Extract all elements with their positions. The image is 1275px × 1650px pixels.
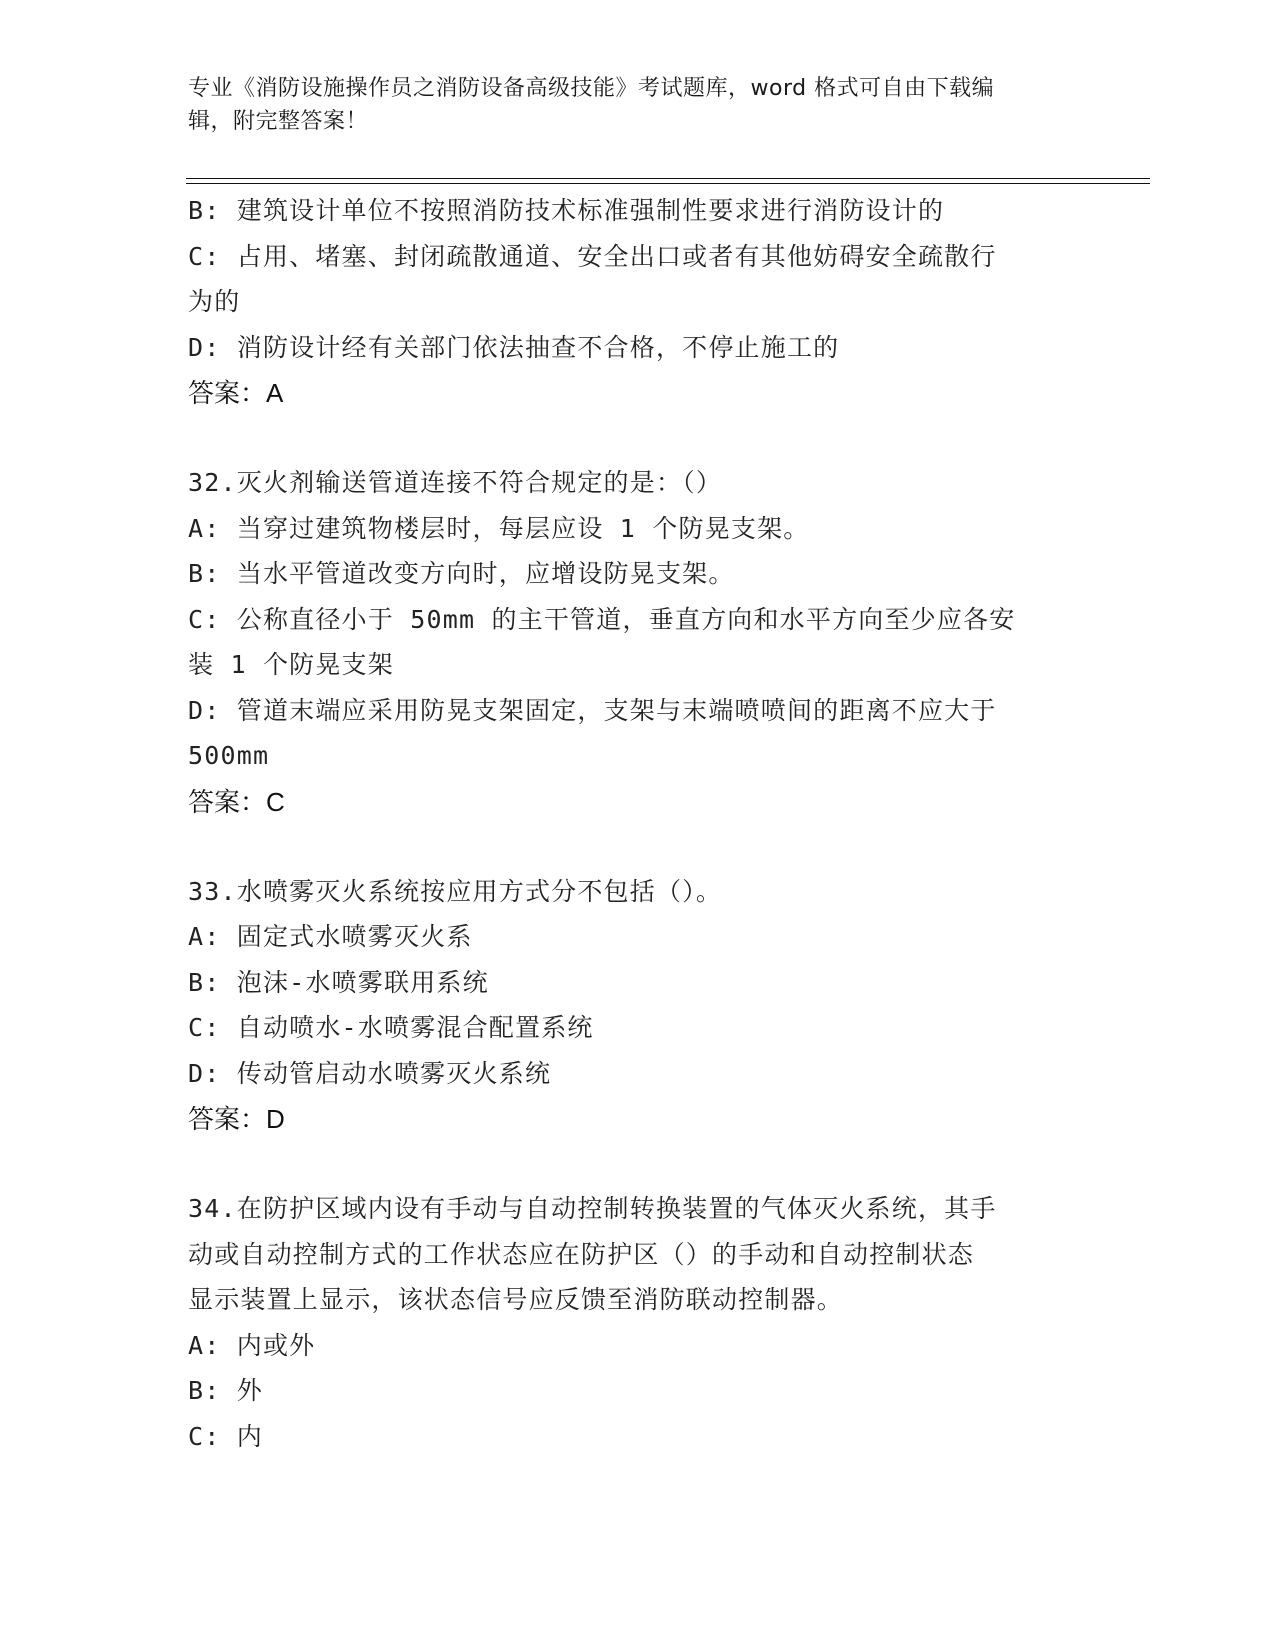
answer-label: 答案：D — [188, 1104, 285, 1134]
question-31-tail — [188, 188, 1088, 416]
option-c: C: 内 — [188, 1421, 263, 1451]
spacer — [188, 825, 1088, 869]
header-rule-bottom — [186, 183, 1150, 184]
option-b: B: 当水平管道改变方向时，应增设防晃支架。 — [188, 559, 735, 588]
option-b: B: 泡沫-水喷雾联用系统 — [188, 967, 489, 997]
header-line-1: 专业《消防设施操作员之消防设备高级技能》考试题库，word 格式可自由下载编 — [188, 76, 995, 101]
question-stem: 32.灭火剂输送管道连接不符合规定的是：（） — [188, 468, 723, 497]
question-stem: 34.在防护区域内设有手动与自动控制转换装置的气体灭火系统，其手 — [188, 1194, 997, 1223]
option-b: B: 外 — [188, 1376, 263, 1405]
header-line-2: 辑，附完整答案！ — [188, 109, 369, 134]
option-a: A: 当穿过建筑物楼层时，每层应设 1 个防晃支架。 — [188, 513, 810, 543]
question-stem: 33.水喷雾灭火系统按应用方式分不包括（）。 — [188, 876, 723, 906]
question-34 — [188, 1186, 1088, 1459]
answer-label: 答案：C — [188, 786, 285, 817]
option-c: C: 公称直径小于 50mm 的主干管道，垂直方向和水平方向至少应各安 — [188, 604, 1016, 634]
option-c-cont: 装 1 个防晃支架 — [188, 650, 394, 679]
option-d: D: 消防设计经有关部门依法抽查不合格，不停止施工的 — [188, 332, 840, 362]
option-c: C: 自动喷水-水喷雾混合配置系统 — [188, 1013, 594, 1042]
option-c: C: 占用、堵塞、封闭疏散通道、安全出口或者有其他妨碍安全疏散行 — [188, 241, 997, 271]
question-stem-cont: 动或自动控制方式的工作状态应在防护区（）的手动和自动控制状态 — [188, 1239, 975, 1269]
question-list — [188, 188, 1088, 1459]
question-33 — [188, 869, 1088, 1143]
document-header — [188, 72, 1078, 138]
option-d: D: 传动管启动水喷雾灭火系统 — [188, 1058, 552, 1088]
question-32 — [188, 460, 1088, 825]
header-rule-top — [186, 178, 1150, 179]
option-c-cont: 为的 — [188, 287, 241, 316]
option-a: A: 固定式水喷雾灭火系 — [188, 922, 473, 951]
spacer — [188, 1142, 1088, 1186]
option-a: A: 内或外 — [188, 1330, 316, 1360]
option-b: B: 建筑设计单位不按照消防技术标准强制性要求进行消防设计的 — [188, 196, 945, 225]
option-d: D: 管道末端应采用防晃支架固定，支架与末端喷喷间的距离不应大于 — [188, 695, 997, 725]
option-d-cont: 500mm — [188, 741, 270, 770]
question-stem-cont: 显示装置上显示，该状态信号应反馈至消防联动控制器。 — [188, 1285, 844, 1314]
spacer — [188, 416, 1088, 460]
answer-label: 答案：A — [188, 378, 284, 408]
